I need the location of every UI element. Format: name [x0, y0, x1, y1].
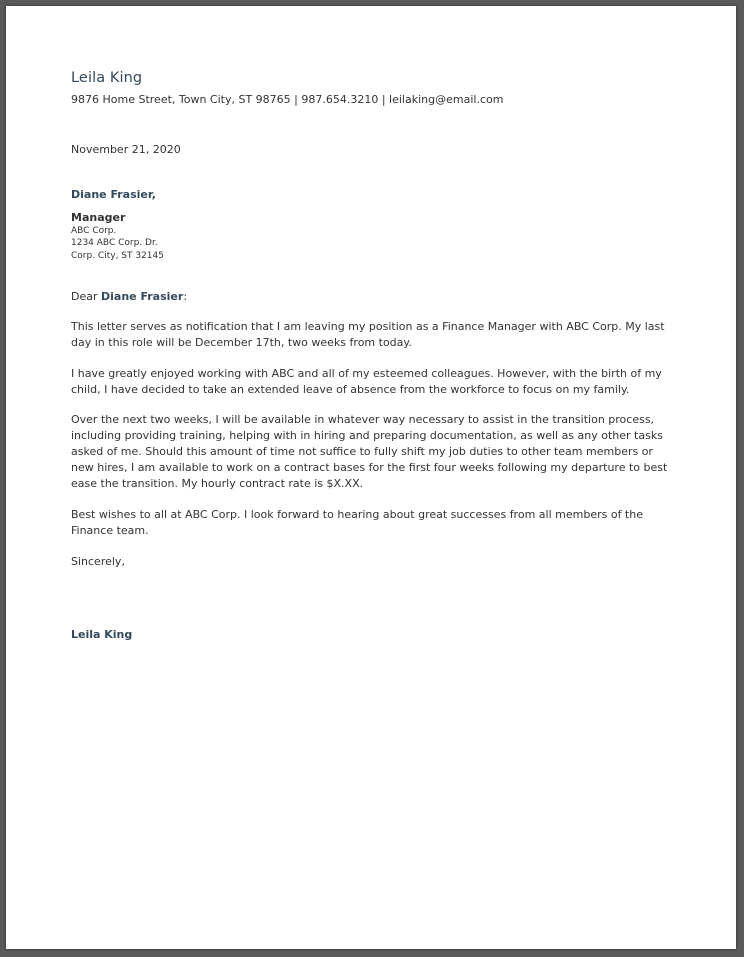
recipient-name: Diane Frasier, [71, 188, 156, 201]
salutation-name: Diane Frasier [101, 290, 184, 303]
letter-date: November 21, 2020 [71, 143, 181, 156]
sender-contact-line: 9876 Home Street, Town City, ST 98765 | 987.654.3210 | leilaking@email.com [71, 93, 504, 106]
letter-page [6, 6, 736, 949]
salutation-suffix: : [183, 290, 188, 303]
body-paragraph-4: Best wishes to all at ABC Corp. I look forward to hearing about great successes from all members of the Finance team. [71, 508, 643, 537]
salutation-prefix: Dear [71, 290, 101, 303]
body-paragraph-2: I have greatly enjoyed working with ABC and all of my esteemed colleagues. However, with the birth of my child, I have decided to take an extended leave of absence from the workforce to focus on my family. [71, 367, 662, 396]
body-paragraph-3: Over the next two weeks, I will be available in whatever way necessary to assist in the transition process, including providing training, helping with in hiring and preparing documentation, as well as any other tasks asked of me. Should this amount of time not suffice to fully shift my job duties to other team members or new hires, I am available to work on a contract bases for the first four weeks following my departure to best ease the transition. My hourly contract rate is $X.XX. [71, 413, 668, 490]
body-paragraph-1: This letter serves as notification that I am leaving my position as a Finance Manager with ABC Corp. My last day in this role will be December 17th, two weeks from today. [71, 320, 665, 349]
recipient-street: 1234 ABC Corp. Dr. [71, 238, 158, 248]
closing: Sincerely, [71, 555, 125, 568]
recipient-company: ABC Corp. [71, 226, 117, 236]
recipient-title: Manager [71, 211, 126, 224]
recipient-city-line: Corp. City, ST 32145 [71, 251, 164, 261]
salutation [71, 290, 187, 303]
signature-name: Leila King [71, 628, 133, 641]
sender-name: Leila King [71, 70, 143, 86]
